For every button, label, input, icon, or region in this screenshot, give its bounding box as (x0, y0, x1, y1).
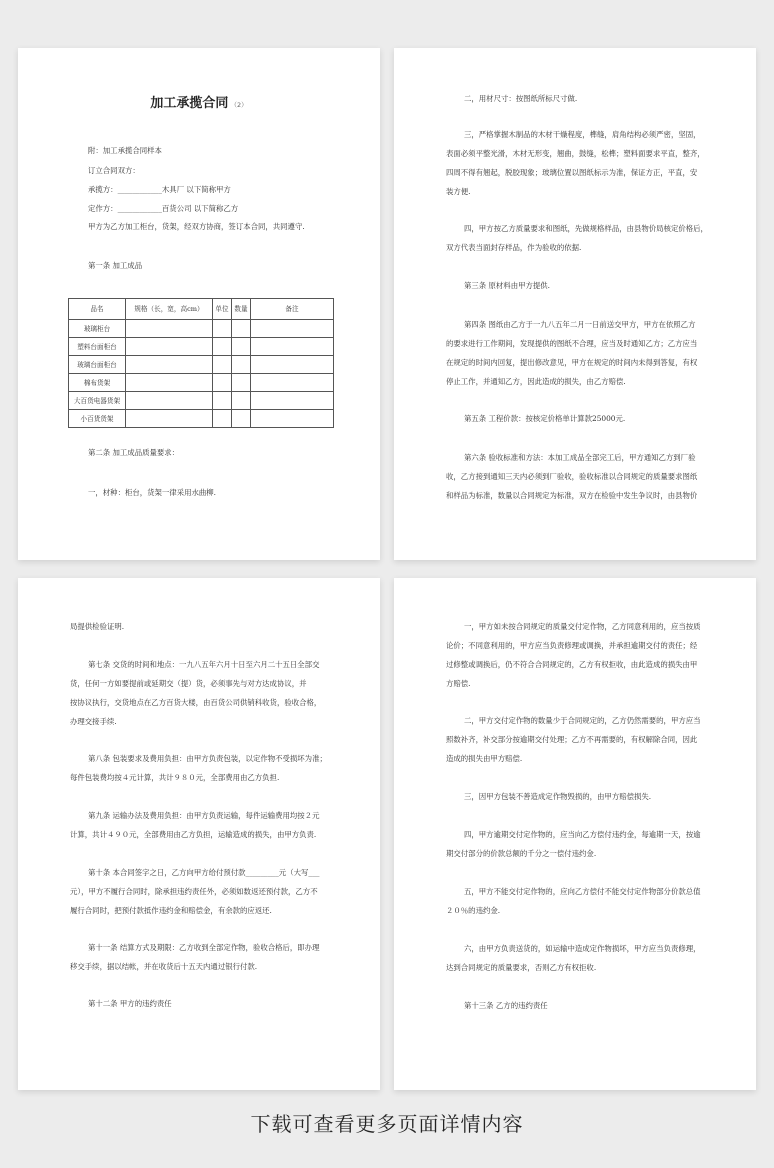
text-line: 附：加工承揽合同样本 (88, 146, 162, 155)
text-line: 履行合同时，把预付款抵作违约金和赔偿金，有余款的应返还. (70, 906, 272, 915)
table-cell (126, 320, 213, 338)
table-cell (213, 356, 232, 374)
contract-page-3 (18, 578, 380, 1090)
page-title: 加工承揽合同 （2） (150, 96, 248, 111)
table-row (69, 374, 334, 392)
table-cell (251, 356, 334, 374)
table-row (69, 338, 334, 356)
products-table (68, 298, 334, 428)
table-cell (232, 374, 251, 392)
text-line: 的要求进行工作期间，发现提供的图纸不合理，应当及时通知乙方；乙方应当 (446, 339, 698, 348)
text-line: ２０％的违约金. (446, 906, 501, 915)
text-line: 在规定的时间内回复，提出修改意见，甲方在规定的时间内未得到答复，有权 (446, 358, 698, 367)
text-line: 第十一条 结算方式及期限：乙方收到全部定作物，验收合格后，即办理 (88, 943, 320, 952)
section-heading: 第三条 原材料由甲方提供. (464, 281, 550, 290)
table-cell (213, 410, 232, 428)
table-cell (232, 338, 251, 356)
table-cell: 玻璃柜台 (69, 320, 126, 338)
text-line: 过修整或调换后，仍不符合合同规定的，乙方有权拒收，由此造成的损失由甲 (446, 660, 698, 669)
contract-page-1 (18, 48, 380, 560)
text-line: 第七条 交货的时间和地点：一九八五年六月十日至六月二十五日全部交 (88, 660, 320, 669)
text-line: 计算，共计４９０元，全部费用由乙方负担，运输造成的损失，由甲方负责. (70, 830, 317, 839)
download-more-caption: 下载可查看更多页面详情内容 (250, 1112, 524, 1136)
table-cell (232, 392, 251, 410)
text-line: 四，甲方按乙方质量要求和图纸，先做规格样品，由县物价局核定价格后， (464, 224, 708, 233)
table-cell (126, 356, 213, 374)
table-cell (232, 410, 251, 428)
text-line: 承揽方：____________木具厂 以下简称甲方 (88, 185, 231, 194)
table-cell (251, 392, 334, 410)
text-line: 和样品为标准，数量以合同规定为标准，双方在检验中发生争议时，由县物价 (446, 491, 698, 500)
text-line: 双方代表当面封存样品，作为验收的依据. (446, 243, 582, 252)
text-line: 第十条 本合同签字之日，乙方向甲方给付预付款_________元（大写___ (88, 868, 320, 877)
column-header: 品名 (69, 299, 126, 320)
text-line: 第八条 包装要求及费用负担：由甲方负责包装，以定作物不受损坏为准； (88, 754, 327, 763)
table-cell (251, 374, 334, 392)
text-line: 四周不得有翘起，脱胶现象；玻璃位置以图纸标示为准，保证方正，平直，安 (446, 168, 698, 177)
contract-page-4 (394, 578, 756, 1090)
text-line: 三，因甲方包装不善造成定作物毁损的，由甲方赔偿损失. (464, 792, 652, 801)
table-cell: 大百货电器货架 (69, 392, 126, 410)
text-line: 二，甲方交付定作物的数量少于合同规定的，乙方仍然需要的，甲方应当 (464, 716, 701, 725)
column-header: 单位 (213, 299, 232, 320)
text-line: 六，由甲方负责送货的，如运输中造成定作物损坏，甲方应当负责修理， (464, 944, 701, 953)
text-line: 收，乙方接到通知三天内必须到厂验收，验收标准以合同规定的质量要求图纸 (446, 472, 698, 481)
table-cell: 塑料台面柜台 (69, 338, 126, 356)
text-line: 一，甲方如未按合同规定的质量交付定作物，乙方同意利用的，应当按质 (464, 622, 701, 631)
table-cell (213, 374, 232, 392)
table-cell (213, 338, 232, 356)
text-line: 货，任何一方如要提前或延期交（提）货，必须事先与对方达成协议，并 (70, 679, 307, 688)
text-line: 移交手续，据以结帐，并在收货后十五天内通过银行付款. (70, 962, 258, 971)
text-line: 第四条 图纸由乙方于一九八五年二月一日前送交甲方，甲方在依照乙方 (464, 320, 696, 329)
text-line: 按协议执行，交货地点在乙方百货大楼，由百货公司供销科收货，验收合格， (70, 698, 322, 707)
text-line: 甲方为乙方加工柜台，货架，经双方协商，签订本合同，共同遵守. (88, 222, 305, 231)
section-heading: 第一条 加工成品 (88, 261, 143, 270)
text-line: 二，用材尺寸：按图纸所标尺寸做. (464, 94, 578, 103)
text-line: 订立合同双方： (88, 166, 140, 175)
text-line: 第五条 工程价款：按核定价格单计算款25000元. (464, 414, 626, 423)
contract-page-2 (394, 48, 756, 560)
text-line: 装方便. (446, 187, 471, 196)
title-subtitle: （2） (230, 101, 248, 109)
text-line: 元），甲方不履行合同时，除承担违约责任外，必须如数返还预付款，乙方不 (70, 887, 318, 896)
table-cell (251, 320, 334, 338)
text-line: 一，材种：柜台，货架一律采用水曲柳. (88, 488, 216, 497)
table-cell (232, 320, 251, 338)
table-row (69, 356, 334, 374)
table-cell: 玻璃台面柜台 (69, 356, 126, 374)
table-cell: 小百货货架 (69, 410, 126, 428)
text-line: 期交付部分的价款总额的千分之一偿付违约金. (446, 849, 597, 858)
table-cell: 棉布货架 (69, 374, 126, 392)
table-cell (126, 374, 213, 392)
text-line: 第六条 验收标准和方法：本加工成品全部完工后，甲方通知乙方到厂验 (464, 453, 696, 462)
text-line: 达到合同规定的质量要求，否则乙方有权拒收. (446, 963, 597, 972)
column-header: 规格（长，宽，高cm） (126, 299, 213, 320)
text-line: 四，甲方逾期交付定作物的，应当向乙方偿付违约金，每逾期一天，按逾 (464, 830, 701, 839)
table-cell (232, 356, 251, 374)
text-line: 每件包装费均按４元计算，共计９８０元，全部费用由乙方负担. (70, 773, 280, 782)
table-cell (126, 410, 213, 428)
text-line: 方赔偿. (446, 679, 471, 688)
table-cell (213, 320, 232, 338)
table-header-row (69, 299, 334, 320)
text-line: 局提供检验证明. (70, 622, 125, 631)
table-row (69, 320, 334, 338)
section-heading: 第十二条 甲方的违约责任 (88, 999, 172, 1008)
text-line: 论价；不同意利用的，甲方应当负责修理或调换，并承担逾期交付的责任；经 (446, 641, 698, 650)
column-header: 备注 (251, 299, 334, 320)
text-line: 停止工作，并通知乙方，因此造成的损失，由乙方赔偿. (446, 377, 626, 386)
text-line: 表面必须平整光滑，木材无形变，翘曲，鼓缝，松榫；塑料面要求平直，整齐， (446, 149, 705, 158)
column-header: 数量 (232, 299, 251, 320)
text-line: 五，甲方不能交付定作物的，应向乙方偿付不能交付定作物部分价款总值 (464, 887, 701, 896)
table-cell (251, 410, 334, 428)
table-cell (213, 392, 232, 410)
table-row (69, 410, 334, 428)
section-heading: 第十三条 乙方的违约责任 (464, 1001, 548, 1010)
table-row (69, 392, 334, 410)
text-line: 第九条 运输办法及费用负担：由甲方负责运输，每件运输费用均按２元 (88, 811, 320, 820)
table-cell (126, 392, 213, 410)
table-cell (126, 338, 213, 356)
table-cell (251, 338, 334, 356)
text-line: 造成的损失由甲方赔偿. (446, 754, 523, 763)
text-line: 办理交接手续. (70, 717, 117, 726)
text-line: 定作方：____________百货公司 以下简称乙方 (88, 204, 239, 213)
text-line: 三，严格掌握木制品的木材干燥程度，榫缝，肩角结构必须严密，坚固， (464, 130, 701, 139)
section-heading: 第二条 加工成品质量要求： (88, 448, 180, 457)
text-line: 照数补齐，补交部分按逾期交付处理；乙方不再需要的，有权解除合同，因此 (446, 735, 698, 744)
